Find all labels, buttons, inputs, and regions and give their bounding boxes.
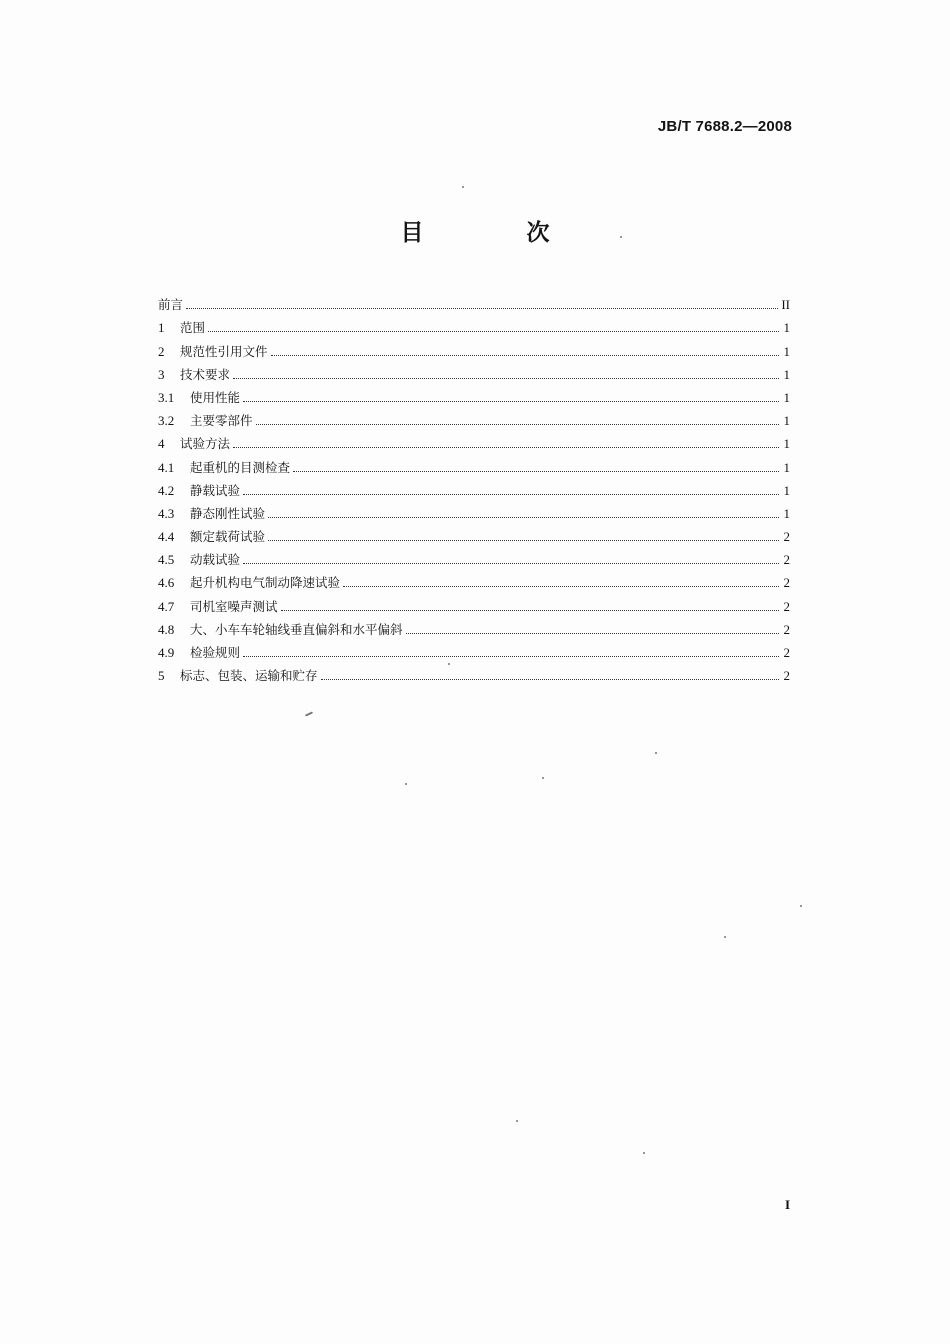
toc-entry-title: 主要零部件 (190, 413, 253, 429)
toc-entry-page: 1 (783, 459, 790, 475)
toc-entry-title: 前言 (158, 297, 184, 313)
toc-entry-number: 3 (158, 366, 165, 382)
toc-entry-title: 技术要求 (180, 366, 231, 382)
scan-speck (405, 783, 407, 785)
toc-entry-page: 1 (783, 482, 790, 498)
toc-entry-title: 标志、包装、运输和贮存 (180, 668, 318, 684)
toc-entry (158, 591, 790, 614)
toc-entry (158, 313, 790, 336)
toc-entry (158, 360, 790, 383)
toc-entry-title: 起重机的目测检查 (190, 459, 291, 475)
toc-entry-title: 起升机构电气制动降速试验 (190, 575, 341, 591)
scan-speck (655, 752, 657, 754)
toc-entry-number: 5 (158, 668, 165, 684)
toc-dot-leader (256, 424, 779, 425)
toc-dot-leader (186, 308, 778, 309)
toc-entry-page: 2 (783, 529, 790, 545)
toc-entry-number: 4.1 (158, 459, 175, 475)
toc-entry (158, 452, 790, 475)
toc-entry-number: 4.4 (158, 529, 175, 545)
toc-entry-title: 规范性引用文件 (180, 343, 268, 359)
toc-entry-page: 2 (783, 621, 790, 637)
toc-entry (158, 429, 790, 452)
toc-entry-title: 静载试验 (190, 482, 241, 498)
toc-dot-leader (233, 378, 779, 379)
toc-entry-number: 4.9 (158, 645, 175, 660)
toc-entry (158, 336, 790, 359)
toc-dot-leader (343, 586, 779, 587)
toc-entry (158, 568, 790, 591)
toc-entry (158, 545, 790, 568)
toc-entry (158, 383, 790, 406)
toc-entry (158, 522, 790, 545)
toc-entry-title: 大、小车车轮轴线垂直偏斜和水平偏斜 (190, 621, 403, 637)
toc-entry-page: 2 (783, 575, 790, 591)
toc-entry-page: 1 (783, 436, 790, 452)
scan-speck (724, 936, 726, 938)
toc-dot-leader (243, 563, 779, 564)
toc-dot-leader (293, 471, 779, 472)
toc-dot-leader (406, 633, 779, 634)
toc-entry-page: 2 (783, 598, 790, 614)
toc-entry-number: 4.8 (158, 621, 175, 637)
toc-entry-number: 2 (158, 343, 165, 359)
toc-entry (158, 615, 790, 638)
toc-entry-title: 司机室噪声测试 (190, 598, 278, 614)
toc-entry (158, 406, 790, 429)
toc-entry-number: 1 (158, 320, 165, 336)
toc-entry-page: 1 (783, 505, 790, 521)
toc-dot-leader (243, 656, 779, 657)
toc-entry-number: 4.2 (158, 482, 175, 498)
toc-entry-number: 3.1 (158, 389, 175, 405)
toc-entry-title: 额定载荷试验 (190, 529, 266, 545)
toc-dot-leader (243, 494, 779, 495)
toc-entry (158, 476, 790, 499)
toc-entry-page: 2 (783, 552, 790, 568)
toc-dot-leader (271, 355, 779, 356)
toc-entry-page: 1 (783, 389, 790, 405)
toc-entry-number: 4.7 (158, 598, 175, 614)
toc-entry-title: 使用性能 (190, 389, 241, 405)
toc-entry-page: 2 (783, 645, 790, 660)
toc-title: 目 次 (400, 220, 590, 246)
toc-dot-leader (321, 679, 779, 680)
toc-entry-page: 1 (783, 366, 790, 382)
toc-entry-number: 3.2 (158, 413, 175, 429)
toc-entry-number: 4.3 (158, 505, 175, 521)
toc-entry-page: 1 (783, 413, 790, 429)
toc-entry-title: 静态刚性试验 (190, 505, 266, 521)
toc-entry-title: 动载试验 (190, 552, 241, 568)
scan-speck (620, 236, 622, 238)
toc-dot-leader (233, 447, 779, 448)
toc-dot-leader (281, 610, 779, 611)
toc-dot-leader (243, 401, 779, 402)
toc-entry-page: II (781, 297, 790, 313)
scan-speck (516, 1120, 518, 1122)
scan-mark (305, 711, 313, 716)
scan-speck (448, 663, 450, 665)
toc-entry (158, 661, 790, 684)
toc-dot-leader (268, 517, 779, 518)
toc-entry-page: 1 (783, 320, 790, 336)
toc-entry-page: 2 (783, 668, 790, 684)
toc-entry (158, 499, 790, 522)
toc-entry-page: 1 (783, 343, 790, 359)
scan-speck (542, 777, 544, 779)
toc-entry-number: 4.6 (158, 575, 175, 591)
toc-entry (158, 638, 790, 661)
scan-speck (800, 905, 802, 907)
toc-entry-title: 范围 (180, 320, 206, 336)
table-of-contents (158, 290, 790, 684)
toc-entry-number: 4.5 (158, 552, 175, 568)
scan-speck (643, 1152, 645, 1154)
toc-entry (158, 290, 790, 313)
toc-entry-title: 检验规则 (190, 645, 241, 660)
scan-speck (462, 186, 464, 188)
toc-entry-number: 4 (158, 436, 165, 452)
toc-entry-title: 试验方法 (180, 436, 231, 452)
toc-dot-leader (208, 331, 779, 332)
toc-dot-leader (268, 540, 779, 541)
standard-number: JB/T 7688.2—2008 (657, 118, 792, 135)
page-number: I (784, 1197, 790, 1212)
